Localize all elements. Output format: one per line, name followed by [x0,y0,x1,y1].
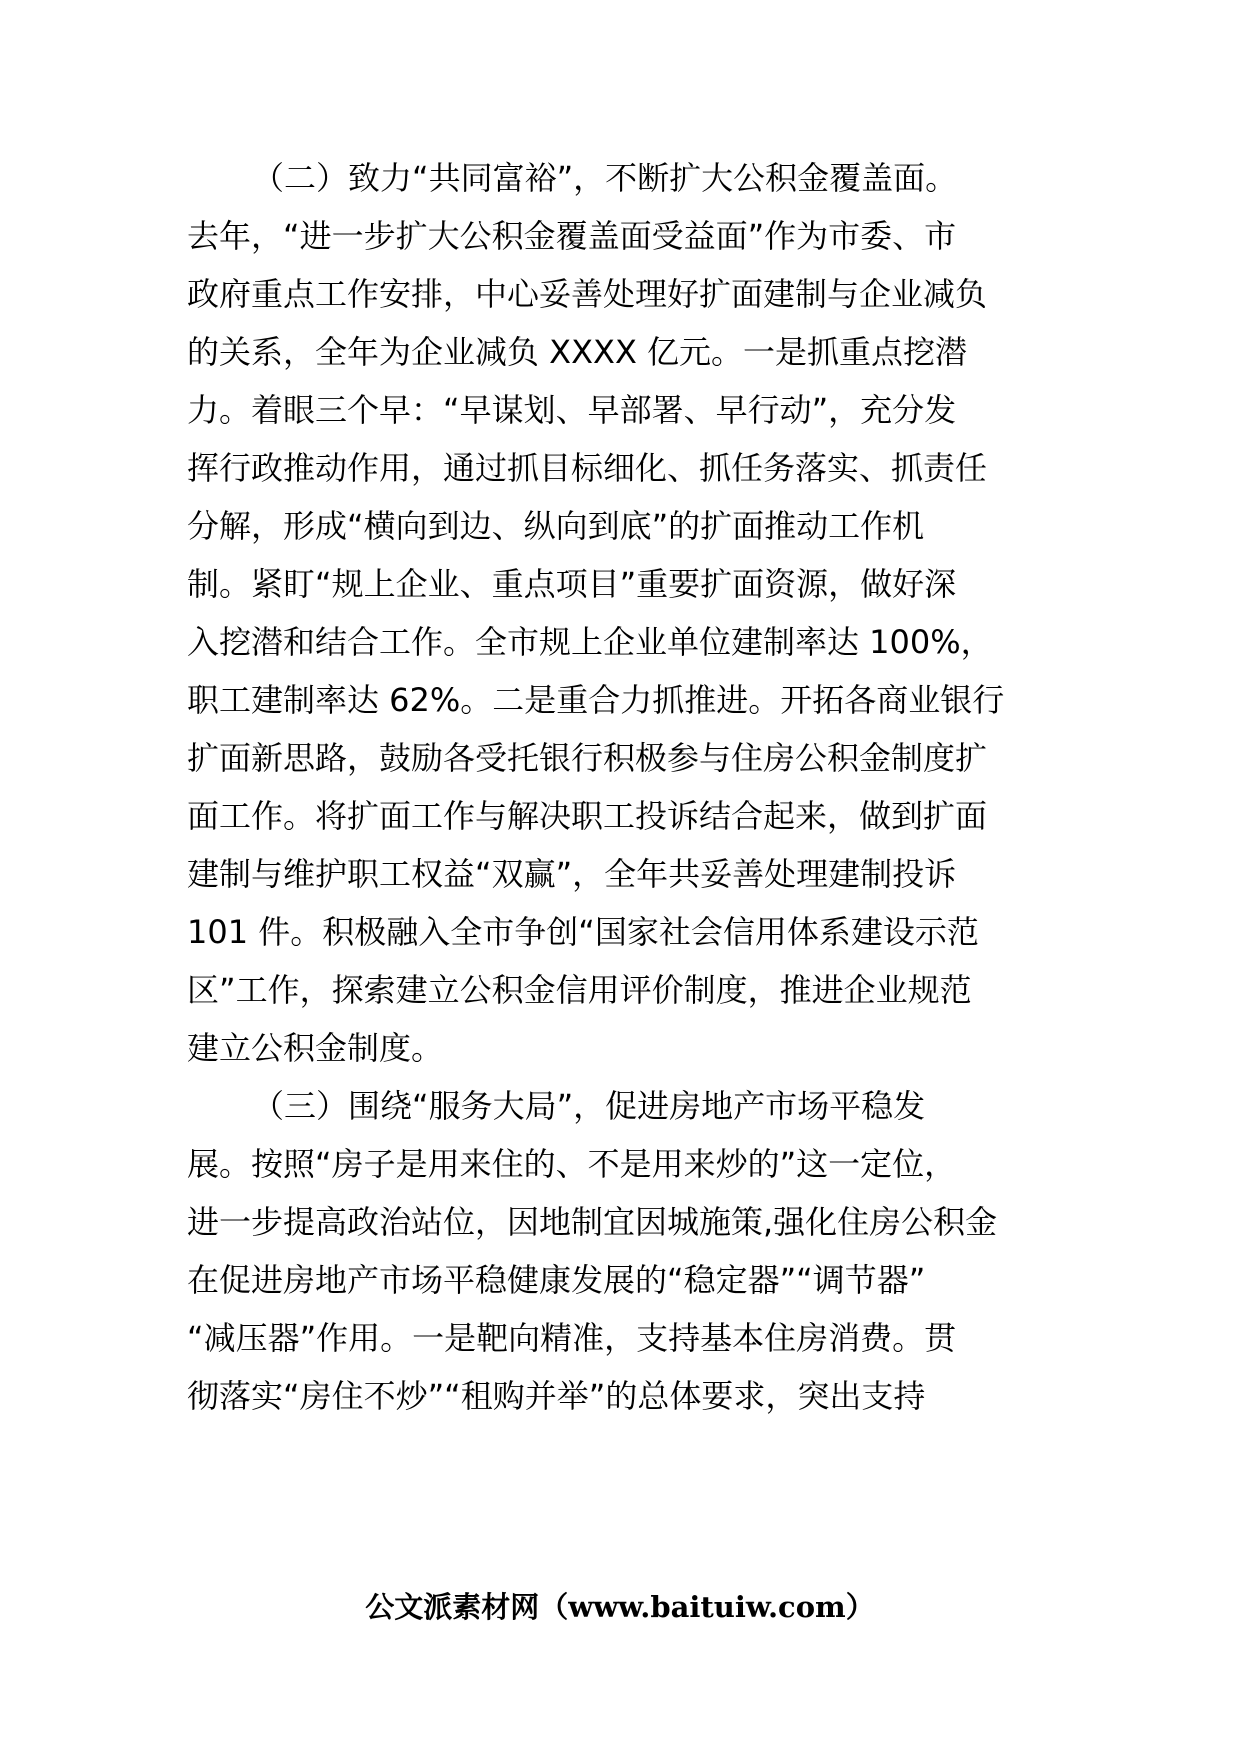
paragraph-line: 展。按照“房子是用来住的、不是用来炒的”这一定位， [187,1145,957,1183]
paragraph-line: 彻落实“房住不炒”“租购并举”的总体要求，突出支持 [187,1377,926,1415]
paragraph-line: “减压器”作用。一是靶向精准，支持基本住房消费。贯 [187,1319,957,1357]
paragraph-line: 力。着眼三个早：“早谋划、早部署、早行动”，充分发 [187,391,957,429]
paragraph-line: 进一步提高政治站位，因地制宜因城施策,强化住房公积金 [187,1203,998,1241]
paragraph-line: 职工建制率达 62%。二是重合力抓推进。开拓各商业银行 [187,681,1005,719]
paragraph-line: 制。紧盯“规上企业、重点项目”重要扩面资源，做好深 [187,565,957,603]
footer-watermark: 公文派素材网（www.baituiw.com） [365,1590,875,1624]
paragraph-line: 建立公积金制度。 [187,1029,444,1067]
paragraph-line: 扩面新思路，鼓励各受托银行积极参与住房公积金制度扩 [187,739,988,777]
paragraph-line: 的关系，全年为企业减负 XXXX 亿元。一是抓重点挖潜 [187,333,968,371]
paragraph-line: （三）围绕“服务大局”，促进房地产市场平稳发 [252,1087,926,1125]
paragraph-line: 建制与维护职工权益“双赢”，全年共妥善处理建制投诉 [187,855,957,893]
paragraph-line: 政府重点工作安排，中心妥善处理好扩面建制与企业减负 [187,275,988,313]
paragraph-line: 去年，“进一步扩大公积金覆盖面受益面”作为市委、市 [187,217,957,255]
paragraph-line: 在促进房地产市场平稳健康发展的“稳定器”“调节器” [187,1261,926,1299]
paragraph-line: （二）致力“共同富裕”，不断扩大公积金覆盖面。 [252,159,958,197]
paragraph-line: 入挖潜和结合工作。全市规上企业单位建制率达 100%， [187,623,993,661]
paragraph-line: 区”工作，探索建立公积金信用评价制度，推进企业规范 [187,971,972,1009]
paragraph-line: 101 件。积极融入全市争创“国家社会信用体系建设示范 [187,913,979,951]
paragraph-line: 面工作。将扩面工作与解决职工投诉结合起来，做到扩面 [187,797,988,835]
paragraph-line: 分解，形成“横向到边、纵向到底”的扩面推动工作机 [187,507,925,545]
paragraph-line: 挥行政推动作用，通过抓目标细化、抓任务落实、抓责任 [187,449,988,487]
